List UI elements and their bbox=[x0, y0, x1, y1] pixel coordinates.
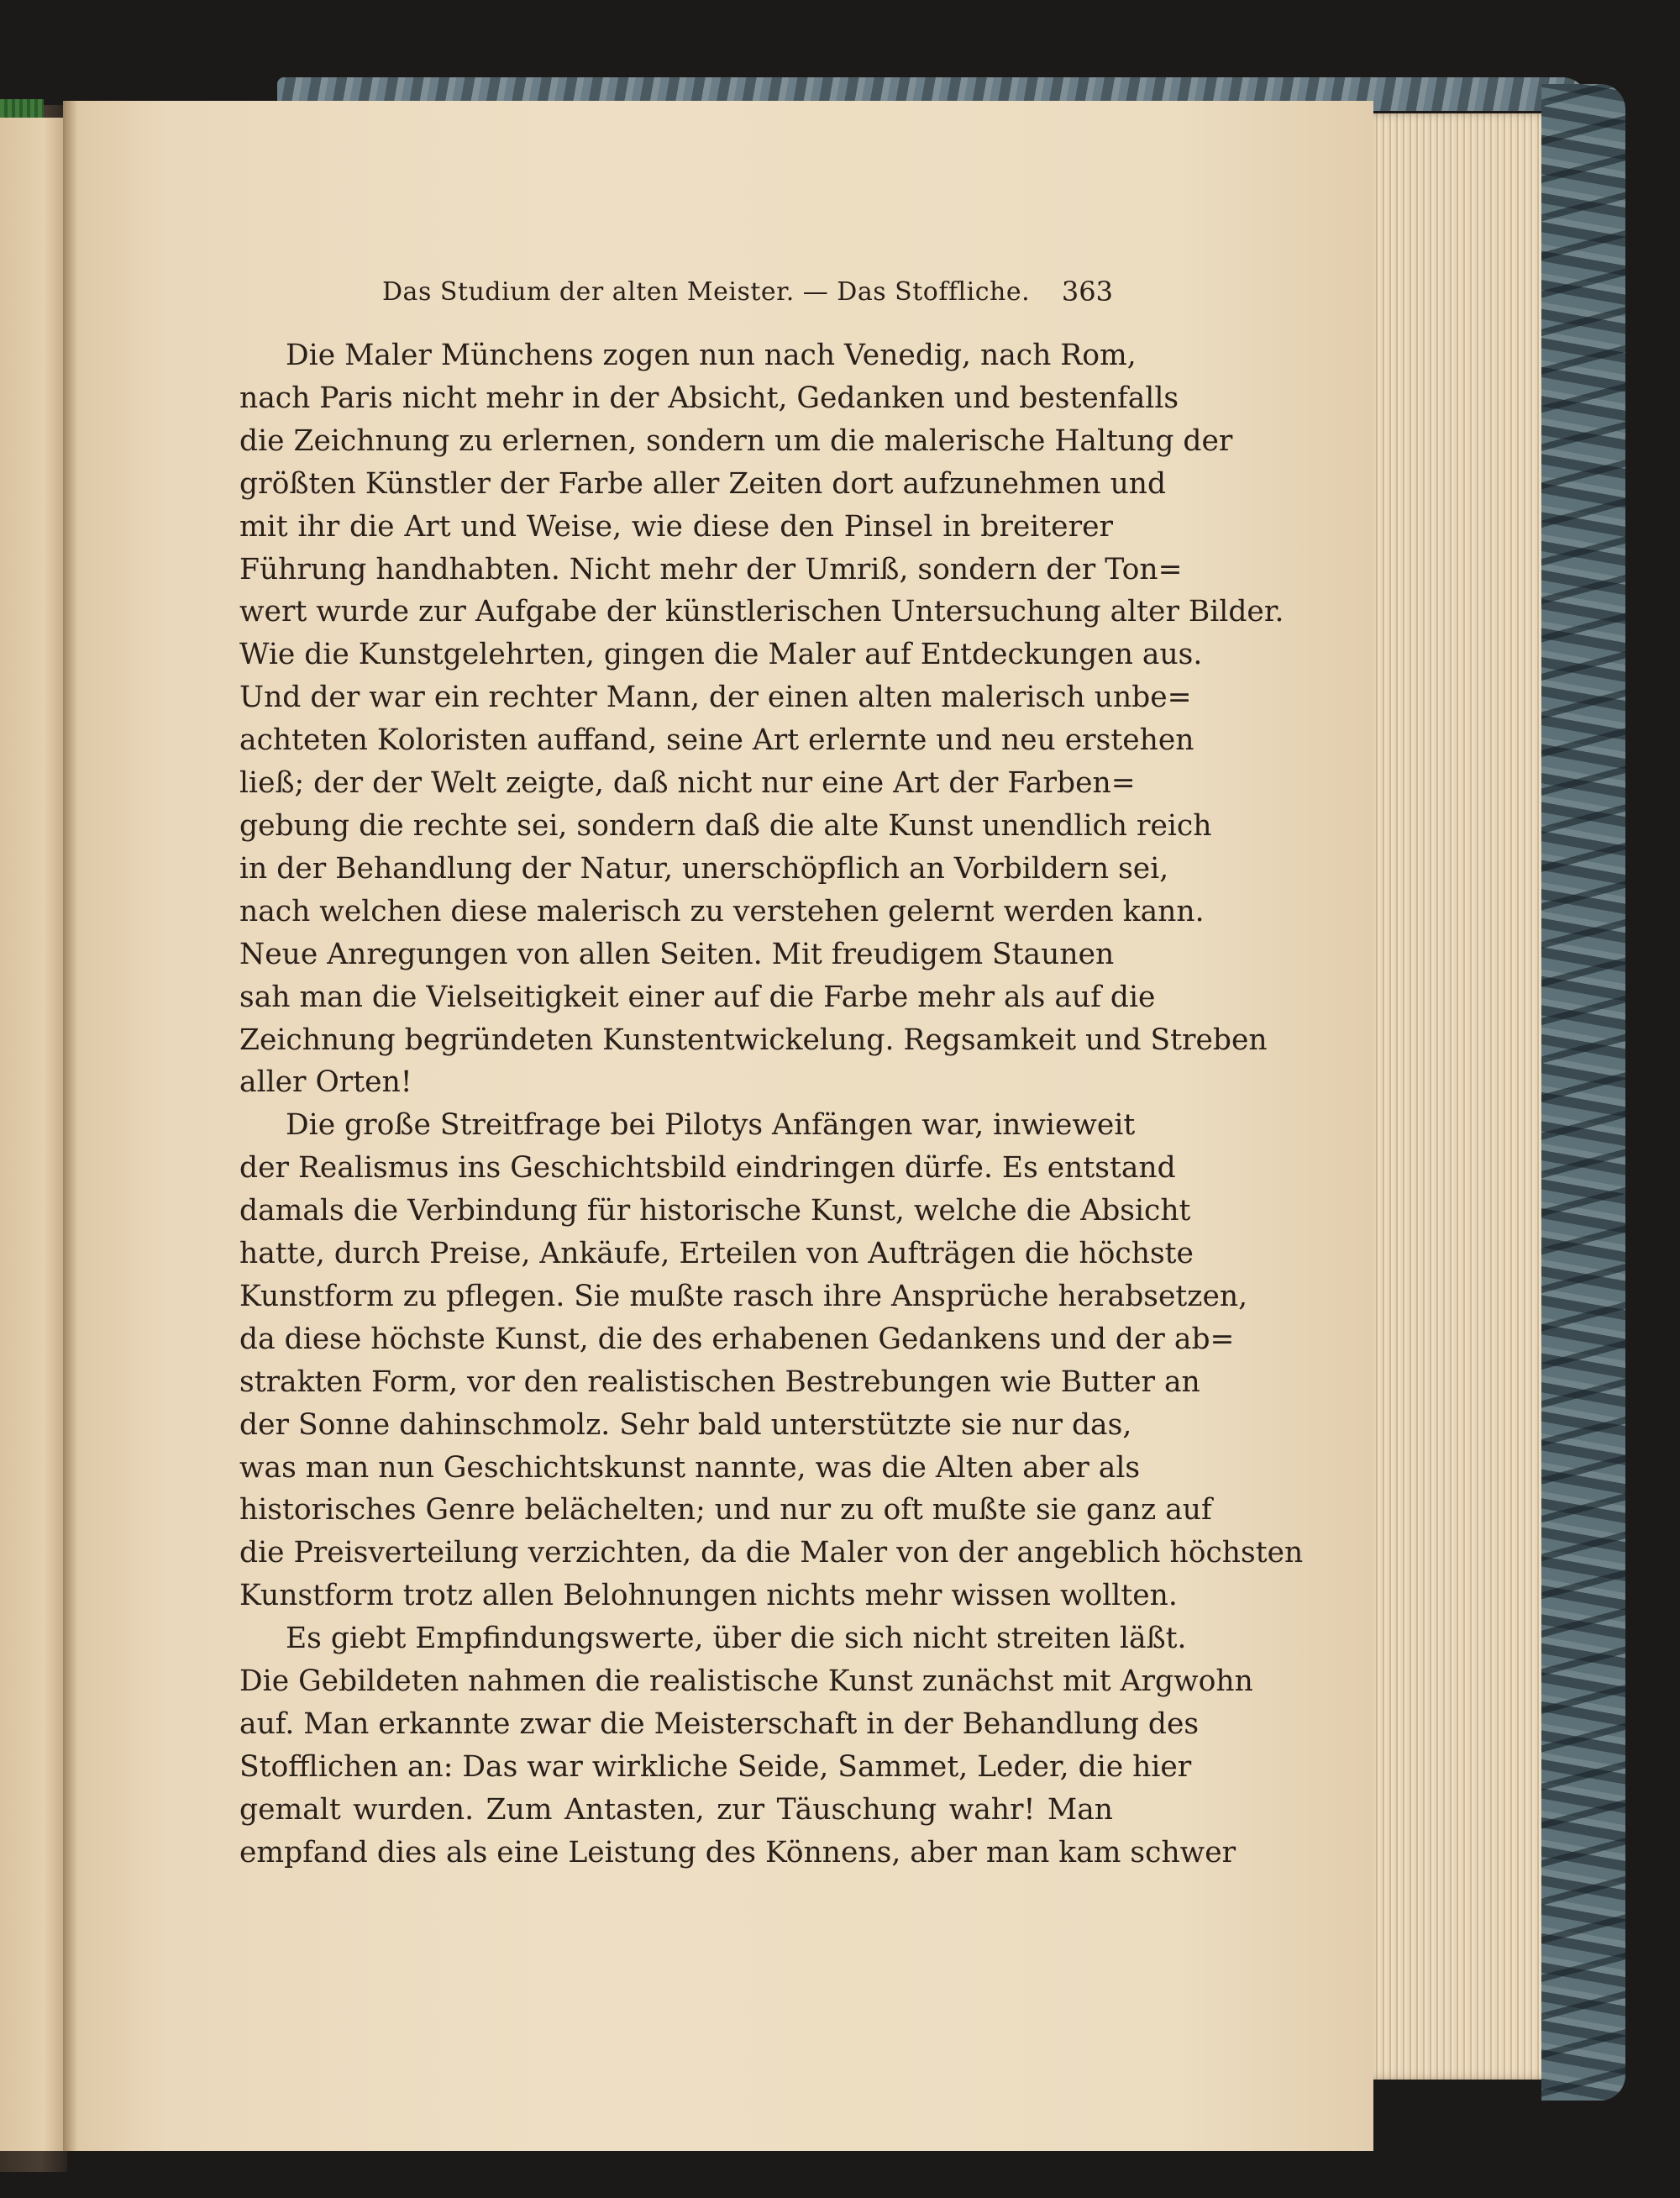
text-line: Stofflichen an: Das war wirkliche Seide, Sammet, Leder, die hier bbox=[239, 1749, 1192, 1784]
text-line: was man nun Geschichtskunst nannte, was die Alten aber als bbox=[239, 1450, 1141, 1485]
text-line: größten Künstler der Farbe aller Zeiten dort aufzunehmen und bbox=[239, 466, 1167, 501]
text-line: gemalt wurden. Zum Antasten, zur Täuschung wahr! Man bbox=[239, 1792, 1113, 1827]
text-line: damals die Verbindung für historische Kunst, welche die Absicht bbox=[239, 1194, 1191, 1228]
text-line: Zeichnung begründeten Kunstentwickelung. Regsamkeit und Streben bbox=[239, 1023, 1268, 1057]
text-line: auf. Man erkannte zwar die Meisterschaft in der Behandlung des bbox=[239, 1707, 1200, 1741]
text-line: achteten Koloristen auffand, seine Art erlernte und neu erstehen bbox=[239, 723, 1194, 758]
text-line: die Preisverteilung verzichten, da die Maler von der angeblich höchsten bbox=[239, 1536, 1304, 1570]
paragraph bbox=[239, 334, 1284, 1104]
running-title: Das Studium der alten Meister. — Das Stoffliche. bbox=[382, 277, 1031, 307]
text-line: die Zeichnung zu erlernen, sondern um die malerische Haltung der bbox=[239, 423, 1233, 458]
text-line: hatte, durch Preise, Ankäufe, Erteilen von Aufträgen die höchste bbox=[239, 1237, 1194, 1271]
text-line: der Sonne dahinschmolz. Sehr bald unterstützte sie nur das, bbox=[239, 1407, 1132, 1442]
text-line: ließ; der der Welt zeigte, daß nicht nur eine Art der Farben= bbox=[239, 766, 1136, 801]
text-line: aller Orten! bbox=[239, 1065, 412, 1100]
text-line: in der Behandlung der Natur, unerschöpflich an Vorbildern sei, bbox=[239, 851, 1169, 886]
page-number: 363 bbox=[1061, 276, 1113, 308]
text-line: strakten Form, vor den realistischen Bestrebungen wie Butter an bbox=[239, 1365, 1200, 1399]
text-line: Die Gebildeten nahmen die realistische Kunst zunächst mit Argwohn bbox=[239, 1664, 1253, 1699]
text-line: Wie die Kunstgelehrten, gingen die Maler auf Entdeckungen aus. bbox=[239, 638, 1203, 672]
running-header bbox=[239, 269, 1113, 319]
text-line: gebung die rechte sei, sondern daß die alte Kunst unendlich reich bbox=[239, 808, 1212, 843]
page-block-edge bbox=[1373, 113, 1554, 2080]
text-line: Kunstform zu pflegen. Sie mußte rasch ihre Ansprüche herabsetzen, bbox=[239, 1279, 1248, 1313]
text-line: sah man die Vielseitigkeit einer auf die Farbe mehr als auf die bbox=[239, 980, 1156, 1014]
text-line: der Realismus ins Geschichtsbild eindringen dürfe. Es entstand bbox=[239, 1151, 1176, 1186]
text-line: Die große Streitfrage bei Pilotys Anfängen war, inwieweit bbox=[286, 1108, 1136, 1143]
left-page-edge bbox=[0, 118, 63, 2151]
text-line: historisches Genre belächelten; und nur zu oft mußte sie ganz auf bbox=[239, 1493, 1212, 1528]
text-line: wert wurde zur Aufgabe der künstlerischen Untersuchung alter Bilder. bbox=[239, 595, 1284, 629]
text-line: empfand dies als eine Leistung des Könnens, aber man kam schwer bbox=[239, 1835, 1236, 1869]
text-line: Es giebt Empfindungswerte, über die sich nicht streiten läßt. bbox=[286, 1622, 1187, 1656]
book-cover-right bbox=[1541, 84, 1625, 2101]
text-line: Und der war ein rechter Mann, der einen alten malerisch unbe= bbox=[239, 681, 1192, 715]
text-line: nach welchen diese malerisch zu verstehen gelernt werden kann. bbox=[239, 894, 1205, 928]
body-text bbox=[239, 334, 1304, 1875]
text-line: Führung handhabten. Nicht mehr der Umriß, sondern der Ton= bbox=[239, 552, 1183, 586]
page-gutter bbox=[63, 101, 78, 2151]
ribbon-bookmark bbox=[0, 99, 44, 118]
text-line: Die Maler Münchens zogen nun nach Venedig, nach Rom, bbox=[286, 339, 1137, 372]
text-line: Kunstform trotz allen Belohnungen nichts mehr wissen wollten. bbox=[239, 1579, 1178, 1613]
text-line: da diese höchste Kunst, die des erhabenen Gedankens und der ab= bbox=[239, 1322, 1235, 1356]
text-line: mit ihr die Art und Weise, wie diese den Pinsel in breiterer bbox=[239, 509, 1113, 544]
paragraph bbox=[239, 1104, 1304, 1617]
paragraph bbox=[239, 1617, 1253, 1874]
text-line: nach Paris nicht mehr in der Absicht, Gedanken und bestenfalls bbox=[239, 381, 1179, 415]
text-line: Neue Anregungen von allen Seiten. Mit freudigem Staunen bbox=[239, 937, 1115, 971]
